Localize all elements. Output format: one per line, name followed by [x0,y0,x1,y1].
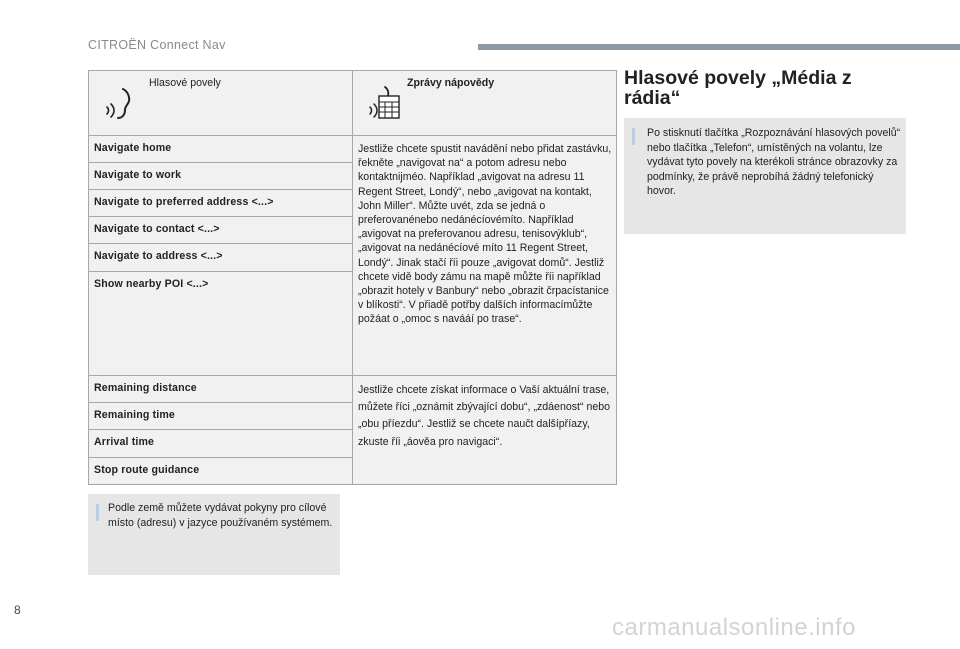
help-text: Jestliže chcete získat informace o Vaší aktuální trase, můžete říci „oznámit zbývající dobu“, „zdáenost“ nebo „obu příezdu“. Jestliž se chcete naučt dalšípříazy, zkuste říi „áověa pro navigaci“. [358,384,611,448]
header-bar [478,44,960,50]
command-cell [89,403,353,430]
command-cell [89,190,353,217]
command-text: Navigate to address <...> [94,250,223,262]
section-title [624,68,852,108]
table-row [89,376,617,403]
info-note-text: Podle země můžete vydávat pokyny pro cílové místo (adresu) v jazyce používaném systémem. [108,502,333,529]
watermark: carmanualsonline.info [612,614,856,641]
info-note-language [88,494,340,575]
command-cell [89,163,353,190]
col2-header-cell [353,71,617,136]
command-cell [89,217,353,244]
col2-header-label: Zprávy nápovědy [407,77,495,89]
command-text: Remaining time [94,409,175,421]
info-note-steering [624,118,906,234]
help-cell [353,376,617,485]
command-cell [89,376,353,403]
page-number: 8 [14,603,21,617]
help-cell [353,136,617,376]
command-text: Show nearby POI <...> [94,278,209,290]
header-brand: CITROËN Connect Nav [88,38,226,52]
section-title-line2: rádia“ [624,87,681,109]
command-text: Navigate to work [94,169,182,181]
table-row [89,136,617,163]
voice-commands-table [88,70,617,485]
command-cell [89,458,353,485]
command-text: Navigate home [94,142,172,154]
command-cell [89,244,353,272]
command-text: Stop route guidance [94,464,200,476]
command-text: Remaining distance [94,382,197,394]
col1-header-cell [89,71,353,136]
info-marker-icon [632,128,635,145]
command-text: Navigate to contact <...> [94,223,220,235]
command-text: Arrival time [94,436,155,448]
section-title-line1: Hlasové povely „Média z [624,67,852,89]
table-header-row [89,71,617,136]
help-text: Jestliže chcete spustit navádění nebo přidat zastávku, řekněte „navigovat na“ a potom adresu nebo kontaktnijméo. Například „avigovat na adresu 11 Regent Street, Londý“, nebo „avigovat na kontakt, John Miller“. Můžte uvét, zda se jedná o preferovanénebo nedánécíovémíto. Například „avigovat na preferovanou adresu, tenisovýklub“, „avigovat na nedánécíové míto 11 Regent Street, Londý“. Jinak stačí říi pouze „avigovat domů“. Jestliž chcete vidě body zámu na mapě můžte říi například „obrazit hotely v Banbury“ nebo „obrazit črpacístanice v blíkosti“. V přiadě potřby dalších informacímůžte požáat o „omoc s navááí po trase“. [358,143,612,326]
command-cell [89,430,353,458]
command-cell [89,272,353,376]
voice-help-icon [367,85,401,121]
voice-command-icon [103,85,135,121]
info-note-text: Po stisknutí tlačítka „Rozpoznávání hlasových povelů“ nebo tlačítka „Telefon“, umístěných na volantu, lze vydávat tyto povely na kterékoli stránce obrazovky za podmínky, že právě neprobíhá žádný telefonický hovor. [647,127,901,198]
command-text: Navigate to preferred address <...> [94,196,274,208]
command-cell [89,136,353,163]
info-marker-icon [96,504,99,521]
col1-header-label: Hlasové povely [149,77,221,89]
